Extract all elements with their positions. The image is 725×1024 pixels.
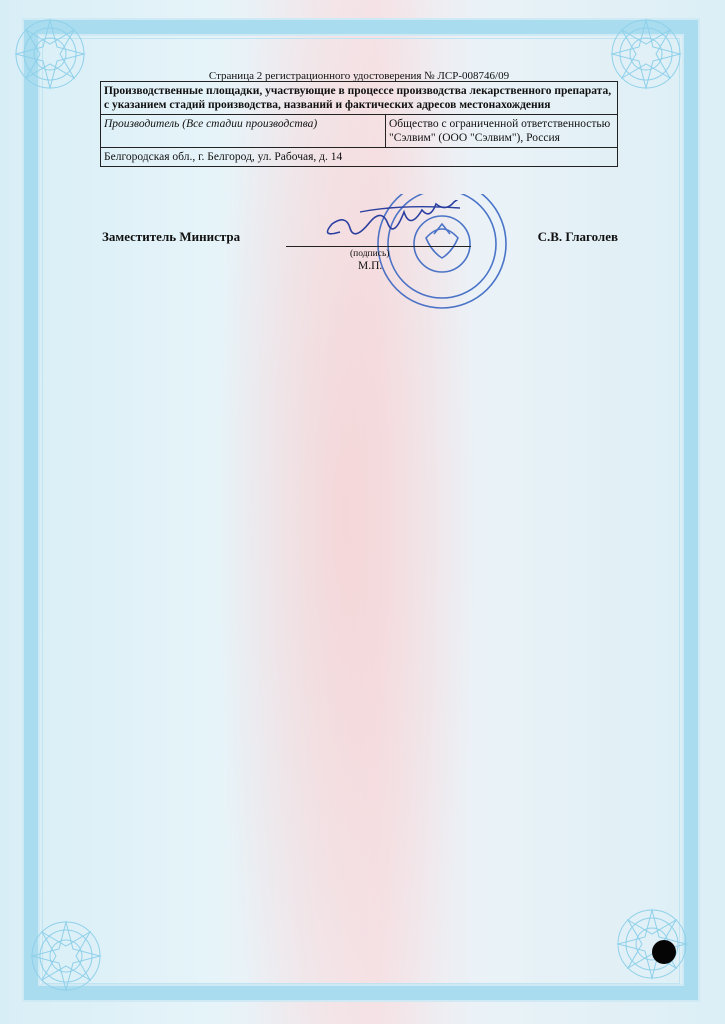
corner-rosette-icon xyxy=(26,916,106,996)
signature-line xyxy=(286,246,471,247)
stamp-caption: М.П. xyxy=(358,260,383,272)
table-heading: Производственные площадки, участвующие в процессе производства лекарственного препарата, с указанием стадий производства, названий и фактических адресов местонахождения xyxy=(101,82,618,115)
manufacturer-role-cell: Производитель (Все стадии производства) xyxy=(101,115,386,148)
manufacturer-company-cell: Общество с ограниченной ответственностью "Сэлвим" (ООО "Сэлвим"), Россия xyxy=(386,115,618,148)
corner-rosette-icon xyxy=(612,904,692,984)
table-row xyxy=(101,82,618,115)
table-row xyxy=(101,115,618,148)
table-row xyxy=(101,148,618,167)
production-sites-table xyxy=(100,81,618,167)
signatory-position: Заместитель Министра xyxy=(102,229,241,244)
address-cell: Белгородская обл., г. Белгород, ул. Рабочая, д. 14 xyxy=(101,148,618,167)
corner-rosette-icon xyxy=(10,14,90,94)
inner-border xyxy=(42,38,680,984)
signatory-name: С.В. Глаголев xyxy=(537,229,618,244)
signature-caption: (подпись) xyxy=(350,249,390,259)
corner-rosette-icon xyxy=(606,14,686,94)
page-header: Страница 2 регистрационного удостоверения № ЛСР-008746/09 xyxy=(208,70,510,82)
punch-hole xyxy=(652,940,676,964)
